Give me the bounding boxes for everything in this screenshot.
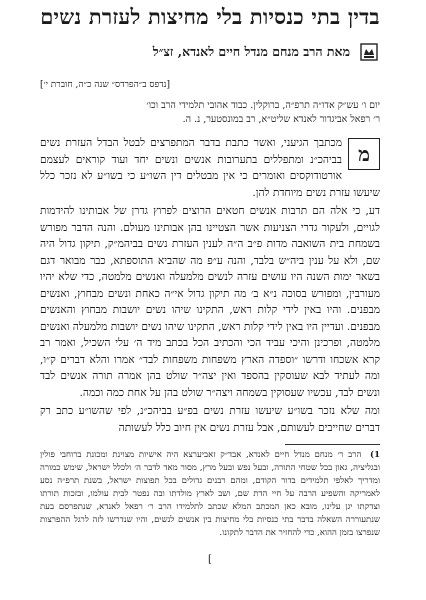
paragraph-text: מכתבך הגיעני, ואשר כתבת בדבר המתפרצים לבטל הבדל העזרת נשים בביהכ״נ ומתפללים בתערובות אנשים ונשים יחד ועוד קוראים לעצמם אורטודוקסים ואומרים כי אין מבטלים דין השו״ע כי בשו״ע לא נזכר כלל שיעשו עזרת נשים מיוחדת להן. <box>40 137 380 199</box>
article-body <box>40 135 380 436</box>
dedication-line: ר׳ רפאל אביגדור לאנדא שליט״א, רב במונסטער, נ. ה. <box>182 114 380 125</box>
drop-cap: מ <box>348 138 380 170</box>
footnote <box>40 449 380 540</box>
page-end-mark: ] <box>208 554 212 565</box>
dedication <box>40 99 380 127</box>
paragraph: ומה שלא נזכר בשו״ע שיעשו עזרת נשים בפ״ע בביהכ״נ, לפי שהשו״ע כתב רק דברים שחייבים לעשותם, אבל עזרת נשים אין חיוב כלל לעשותה <box>40 405 380 434</box>
footnote-divider <box>285 444 380 445</box>
paragraph <box>40 135 380 201</box>
author-line: מאת הרב מנחם מנדל חיים לאנדא, זצ״ל <box>152 44 350 59</box>
dedication-line: יום ו׳ עש״ק אדו״ה תרפ״ה, ברוקלין. כבוד אהובי תלמידי הרב וכו׳ <box>146 100 380 111</box>
ornament-icon <box>360 43 378 61</box>
footnote-marker: 1) <box>370 450 380 460</box>
author-row <box>40 43 378 61</box>
footnote-text: הרב ר׳ מנחם מנדל חיים לאנדא, אבד״ק זאביערצא היה אישיות מצוינת ומכונת ברוחבי פולין ובגליציה, גאון בכל שטחי התורה, ובעל נפש ובעל מרץ, מסור מאד לדבר ה׳ ולכלל ישראל, שימש כמורה ומדריך לאלפי תלמידים בדור הקודם, ומהם רבנים גדולים בכל תפוצות ישראל, בשנת תרפ״ה נסע לאמריקה והשפיע הרבה על חיי הדת שם, ושב לארץ מולדתו ובה נפטר לבית עולמו, ובזכות תורתו וצדקתו יגן עלינו, מובא כאן המכתב המלא שכתב לתלמידו הרב ר׳ רפאל לאנדא, שנתפרסם בעת שנתעוררה השאלה בדבר בתי כנסיות בלי מחיצות בין אנשים לנשים, והיו שנדרשו לזה לרגל ההפרצות שנפרצו בזמן ההוא, כדי להחזיר את הדבר לתקונו. <box>40 450 380 538</box>
article-title: בדין בתי כנסיות בלי מחיצות לעזרת נשים <box>40 4 380 29</box>
paragraph: דע, כי אלה הם תרבות אנשים חטאים הרוצים לפרוץ גדרן של אבותינו להידמות לגויים, ולעקור גדרי הצניעות אשר הצטיינו בהן אבותינו מעולם. והנה הדבר מפורש בשמחת בית השואבה מדות פ״ב ה״ה לענין העזרת נשים בביהמ״ק, תיקון גדול היה שם, ולא על ענין ביה״ש בלבד, והנה ע״פ מה שהביא התוספתא, כבר מבואר דגם בשאר ימות השנה היו עושים עזרה לנשים מלמעלה ואנשים מלמטה, כדי שלא יהיו מעורבין, ומפורש בסוכה נ״א ב׳ מה תיקון גדול אי״ה כאחת ונשים מבחוץ, ואנשים מבפנים. והיו באין לידי קלות ראש, התקינו שיהו נשים יושבות מבחוץ והאנשים מבפנים. ועדיין היו באין לידי קלות ראש, התקינו שיהו נשים יושבות מלמעלה ואנשים מלמטה, ופרכינן והיכי עביד הכי והכתיב הכל בכתב מיד ה׳ עלי השכיל, ואמר רב קרא אשכחו ודרשו ״וספדה הארץ משפחות משפחות לבד״ אמרו והלא דברים ק״ו, ומה לעתיד לבא שעוסקין בהספד ואין יצה״ר שולט בהן אמרה תורה אנשים לבד ונשים לבד, עכשיו שעסוקין בשמחה ויצה״ר שולט בהן על אחת כמה וכמה. <box>40 205 380 399</box>
reprint-note: [נדפס ב״הפרדס״ שנה כ״ה, חוברת י׳] <box>40 80 170 90</box>
